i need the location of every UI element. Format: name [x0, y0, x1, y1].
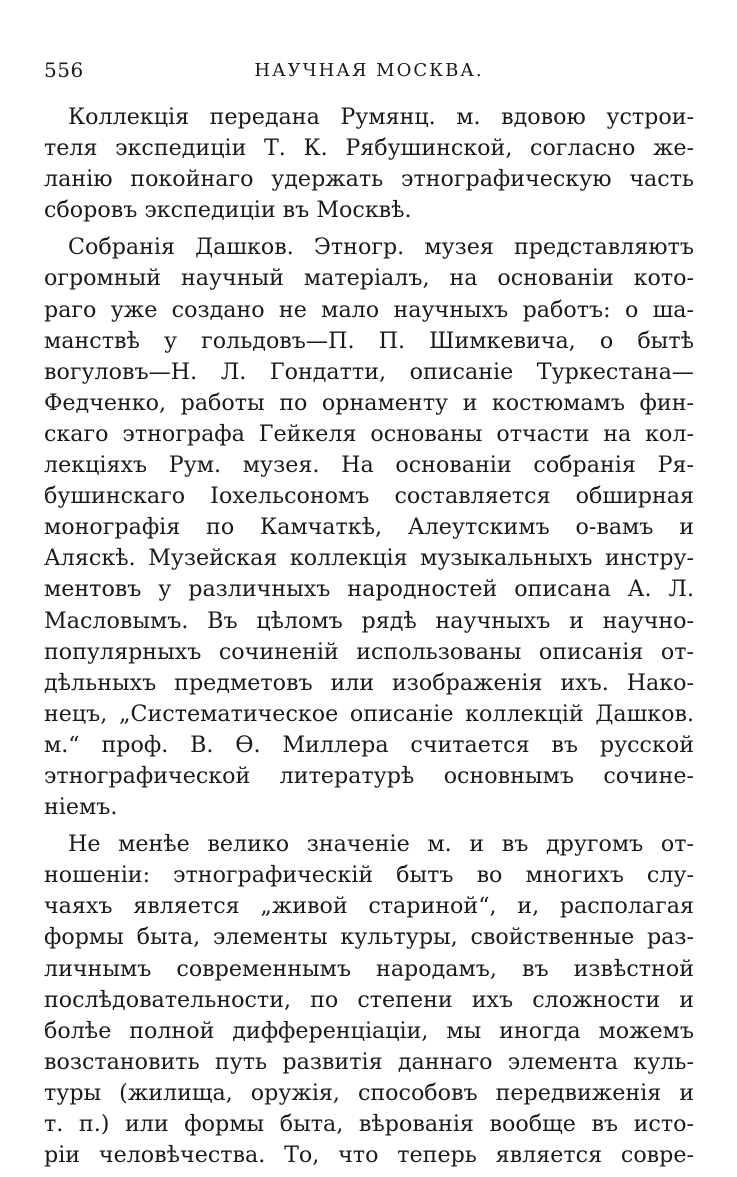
text-line: личнымъ современнымъ народамъ, въ извѣстной: [44, 955, 694, 982]
text-line: вогуловъ—Н. Л. Гондатти, описаніе Туркестана—: [44, 358, 694, 385]
text-line: т. п.) или формы быта, вѣрованія вообще въ исто-: [44, 1111, 694, 1137]
text-line: ніемъ.: [44, 794, 118, 821]
text-line: болѣе полной дифференціаціи, мы иногда можемъ: [44, 1017, 694, 1044]
text-line: Аляскѣ. Музейская коллекція музыкальныхъ инстру-: [44, 545, 694, 572]
paragraph-3: [44, 829, 694, 1171]
text-line: м.“ проф. В. Ѳ. Миллера считается въ русской: [44, 731, 694, 758]
running-title: НАУЧНАЯ МОСКВА.: [254, 60, 484, 81]
text-line: сборовъ экспедиціи въ Москвѣ.: [44, 197, 412, 224]
page-number: 556: [44, 58, 84, 82]
text-line: формы быта, элементы культуры, свойственные раз-: [44, 924, 694, 951]
text-line: монографія по Камчаткѣ, Алеутскимъ о-вамъ и: [44, 514, 694, 541]
text-line: Собранія Дашков. Этногр. музея представляютъ: [68, 234, 694, 261]
running-head: [44, 58, 694, 92]
text-line: Не менѣе велико значеніе м. и въ другомъ от-: [68, 831, 694, 858]
text-line: Федченко, работы по орнаменту и костюмамъ фин-: [44, 389, 694, 416]
text-line: туры (жилища, оружія, способовъ передвиженія и: [44, 1079, 694, 1106]
text-line: Масловымъ. Въ цѣломъ рядѣ научныхъ и научно-: [44, 607, 694, 634]
text-line: ментовъ у различныхъ народностей описана А. Л.: [44, 576, 694, 603]
text-line: популярныхъ сочиненій использованы описанія от-: [44, 638, 694, 665]
text-line: скаго этнографа Гейкеля основаны отчасти на кол-: [44, 420, 694, 447]
text-line: чаяхъ является „живой стариной“, и, располагая: [44, 893, 694, 920]
text-line: огромный научный матеріалъ, на основаніи кото-: [44, 265, 694, 292]
text-line: возстановить путь развитія даннаго элемента куль-: [44, 1048, 694, 1075]
text-line: бушинскаго Іохельсономъ составляется обширная: [44, 483, 694, 510]
book-page: [44, 58, 694, 1177]
text-line: лекціяхъ Рум. музея. На основаніи собранія Ря-: [44, 452, 694, 479]
paragraph-2: [44, 232, 694, 823]
text-line: теля экспедиціи Т. К. Рябушинской, согласно же-: [44, 135, 694, 162]
text-line: манствѣ у гольдовъ—П. П. Шимкевича, о бытѣ: [44, 327, 694, 354]
text-line: этнографической литературѣ основнымъ сочине-: [44, 762, 694, 789]
paragraph-1: [44, 102, 694, 226]
text-line: ношеніи: этнографическій бытъ во многихъ слу-: [44, 862, 694, 889]
text-line: послѣдовательности, по степени ихъ сложности и: [44, 986, 694, 1013]
text-line: ланію покойнаго удержать этнографическую часть: [44, 166, 694, 193]
text-line: раго уже создано не мало научныхъ работъ: о ша-: [44, 296, 694, 323]
text-line: дѣльныхъ предметовъ или изображенія ихъ. Нако-: [44, 669, 694, 696]
text-line: ріи человѣчества. То, что теперь является совре-: [44, 1142, 694, 1169]
text-line: нецъ, „Систематическое описаніе коллекцій Дашков.: [44, 700, 694, 727]
body-text: [44, 102, 694, 1171]
text-line: Коллекція передана Румянц. м. вдовою устрои-: [68, 104, 694, 130]
